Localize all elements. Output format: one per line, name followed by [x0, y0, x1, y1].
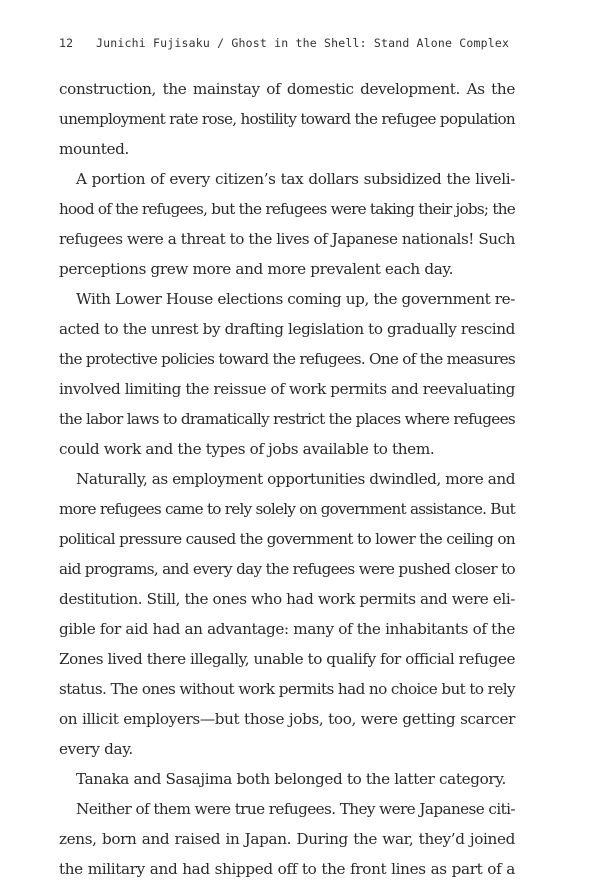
paragraph — [59, 464, 515, 764]
text-line — [59, 824, 515, 854]
paragraph — [59, 764, 515, 794]
line-text: involved limiting the reissue of work permits and reevaluating — [59, 380, 515, 398]
line-text: every day. — [59, 740, 133, 758]
text-line — [59, 704, 515, 734]
text-line — [59, 314, 515, 344]
text-line — [59, 524, 515, 554]
text-line — [59, 254, 515, 284]
line-text: Zones lived there illegally, unable to qualify for official refugee — [59, 650, 515, 668]
text-line — [59, 854, 515, 884]
line-text: hood of the refugees, but the refugees were taking their jobs; the — [59, 200, 515, 218]
line-text: unemployment rate rose, hostility toward the refugee population — [59, 110, 515, 128]
line-text: aid programs, and every day the refugees were pushed closer to — [59, 560, 515, 578]
line-text: more refugees came to rely solely on government assistance. But — [59, 500, 515, 518]
text-line — [59, 194, 515, 224]
line-text: destitution. Still, the ones who had work permits and were eli- — [59, 590, 515, 608]
text-line — [59, 164, 515, 194]
line-text: on illicit employers—but those jobs, too, were getting scarcer — [59, 710, 515, 728]
line-text: gible for aid had an advantage: many of the inhabitants of the — [59, 620, 515, 638]
line-text: the protective policies toward the refugees. One of the measures — [59, 350, 515, 368]
text-line — [59, 284, 515, 314]
text-line — [59, 614, 515, 644]
running-head-title: Junichi Fujisaku / Ghost in the Shell: Stand Alone Complex — [96, 36, 510, 50]
text-line — [59, 794, 515, 824]
paragraph — [59, 284, 515, 464]
text-line — [59, 674, 515, 704]
text-line — [59, 134, 515, 164]
text-line — [59, 104, 515, 134]
line-text: the labor laws to dramatically restrict the places where refugees — [59, 410, 515, 428]
paragraph — [59, 74, 515, 164]
text-line — [59, 344, 515, 374]
line-text: could work and the types of jobs available to them. — [59, 440, 435, 458]
body-text — [59, 74, 515, 884]
text-line — [59, 464, 515, 494]
line-text: political pressure caused the government to lower the ceiling on — [59, 530, 515, 548]
running-head — [59, 36, 509, 50]
text-line — [59, 584, 515, 614]
line-text: status. The ones without work permits had no choice but to rely — [59, 680, 515, 698]
line-text: refugees were a threat to the lives of Japanese nationals! Such — [59, 230, 515, 248]
line-text: zens, born and raised in Japan. During the war, they’d joined — [59, 830, 515, 848]
text-line — [59, 494, 515, 524]
text-line — [59, 644, 515, 674]
line-text: Neither of them were true refugees. They were Japanese citi- — [76, 800, 515, 818]
text-line — [59, 224, 515, 254]
line-text: perceptions grew more and more prevalent each day. — [59, 260, 454, 278]
paragraph — [59, 794, 515, 884]
line-text: Tanaka and Sasajima both belonged to the latter category. — [76, 770, 506, 788]
paragraph — [59, 164, 515, 284]
line-text: construction, the mainstay of domestic development. As the — [59, 80, 515, 98]
text-line — [59, 404, 515, 434]
line-text: A portion of every citizen’s tax dollars subsidized the liveli- — [76, 170, 515, 188]
text-line — [59, 434, 515, 464]
line-text: With Lower House elections coming up, the government re- — [76, 290, 515, 308]
line-text: the military and had shipped off to the front lines as part of a — [59, 860, 515, 878]
text-line — [59, 374, 515, 404]
text-line — [59, 734, 515, 764]
text-line — [59, 554, 515, 584]
line-text: Naturally, as employment opportunities dwindled, more and — [76, 470, 515, 488]
line-text: acted to the unrest by drafting legislation to gradually rescind — [59, 320, 515, 338]
line-text: mounted. — [59, 140, 129, 158]
text-line — [59, 764, 515, 794]
text-line — [59, 74, 515, 104]
page-number: 12 — [59, 36, 74, 50]
